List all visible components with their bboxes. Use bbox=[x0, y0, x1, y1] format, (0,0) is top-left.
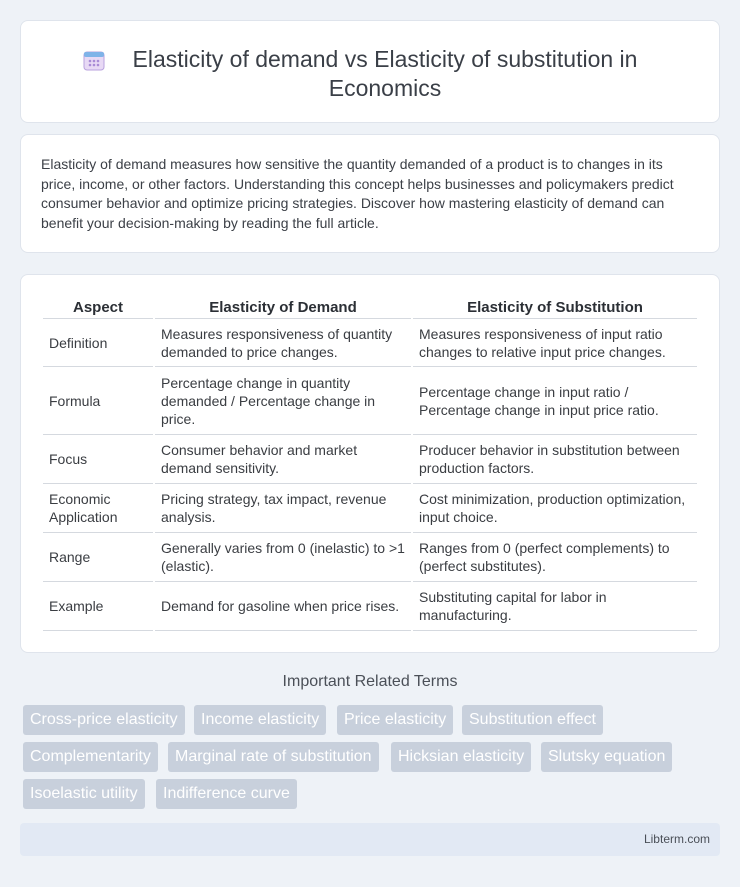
row-demand: Percentage change in quantity demanded / Percentage change in price. bbox=[155, 367, 411, 435]
row-substitution: Cost minimization, production optimization, input choice. bbox=[413, 484, 697, 533]
row-demand: Measures responsiveness of quantity demanded to price changes. bbox=[155, 319, 411, 367]
tag-price-elasticity[interactable]: Price elasticity bbox=[337, 705, 453, 735]
comparison-card bbox=[20, 274, 720, 653]
header-substitution: Elasticity of Substitution bbox=[413, 295, 697, 319]
row-substitution: Measures responsiveness of input ratio changes to relative input price changes. bbox=[413, 319, 697, 367]
row-demand: Generally varies from 0 (inelastic) to >1 (elastic). bbox=[155, 533, 411, 582]
row-aspect: Focus bbox=[43, 435, 153, 484]
header-demand: Elasticity of Demand bbox=[155, 295, 411, 319]
table-header-row bbox=[43, 295, 697, 319]
row-substitution: Producer behavior in substitution between production factors. bbox=[413, 435, 697, 484]
table-row bbox=[43, 319, 697, 367]
tag-cross-price-elasticity[interactable]: Cross-price elasticity bbox=[23, 705, 185, 735]
header-aspect: Aspect bbox=[43, 295, 153, 319]
table-row bbox=[43, 484, 697, 533]
calendar-icon bbox=[81, 47, 107, 73]
table-row bbox=[43, 533, 697, 582]
related-terms-title: Important Related Terms bbox=[282, 673, 458, 690]
intro-text: Elasticity of demand measures how sensitive the quantity demanded of a product is to changes in its price, income, or other factors. Understanding this concept helps businesses and policymakers predict consumer behavior and optimize pricing strategies. Discover how mastering elasticity of demand can benefit your decision-making by reading the full article. bbox=[41, 156, 674, 231]
table-row bbox=[43, 582, 697, 631]
tag-hicksian-elasticity[interactable]: Hicksian elasticity bbox=[391, 742, 531, 772]
title-card bbox=[20, 20, 720, 123]
tag-complementarity[interactable]: Complementarity bbox=[23, 742, 158, 772]
row-demand: Demand for gasoline when price rises. bbox=[155, 582, 411, 631]
page-title-block bbox=[21, 45, 719, 103]
page-title: Elasticity of demand vs Elasticity of substitution in Economics bbox=[132, 46, 638, 101]
row-demand: Consumer behavior and market demand sensitivity. bbox=[155, 435, 411, 484]
row-substitution: Percentage change in input ratio / Percentage change in input price ratio. bbox=[413, 367, 697, 435]
tag-marginal-rate-of-substitution[interactable]: Marginal rate of substitution bbox=[168, 742, 379, 772]
footer-site-link[interactable]: Libterm.com bbox=[643, 832, 710, 846]
row-aspect: Definition bbox=[43, 319, 153, 367]
table-row bbox=[43, 367, 697, 435]
row-demand: Pricing strategy, tax impact, revenue analysis. bbox=[155, 484, 411, 533]
tag-substitution-effect[interactable]: Substitution effect bbox=[462, 705, 603, 735]
row-aspect: Example bbox=[43, 582, 153, 631]
tag-indifference-curve[interactable]: Indifference curve bbox=[156, 779, 297, 809]
tag-isoelastic-utility[interactable]: Isoelastic utility bbox=[23, 779, 145, 809]
tag-slutsky-equation[interactable]: Slutsky equation bbox=[541, 742, 672, 772]
comparison-table bbox=[41, 295, 699, 631]
row-aspect: Formula bbox=[43, 367, 153, 435]
row-substitution: Ranges from 0 (perfect complements) to (perfect substitutes). bbox=[413, 533, 697, 582]
intro-card bbox=[20, 134, 720, 253]
tag-income-elasticity[interactable]: Income elasticity bbox=[194, 705, 326, 735]
row-aspect: Economic Application bbox=[43, 484, 153, 533]
table-row bbox=[43, 435, 697, 484]
row-substitution: Substituting capital for labor in manufacturing. bbox=[413, 582, 697, 631]
footer bbox=[20, 823, 720, 856]
row-aspect: Range bbox=[43, 533, 153, 582]
